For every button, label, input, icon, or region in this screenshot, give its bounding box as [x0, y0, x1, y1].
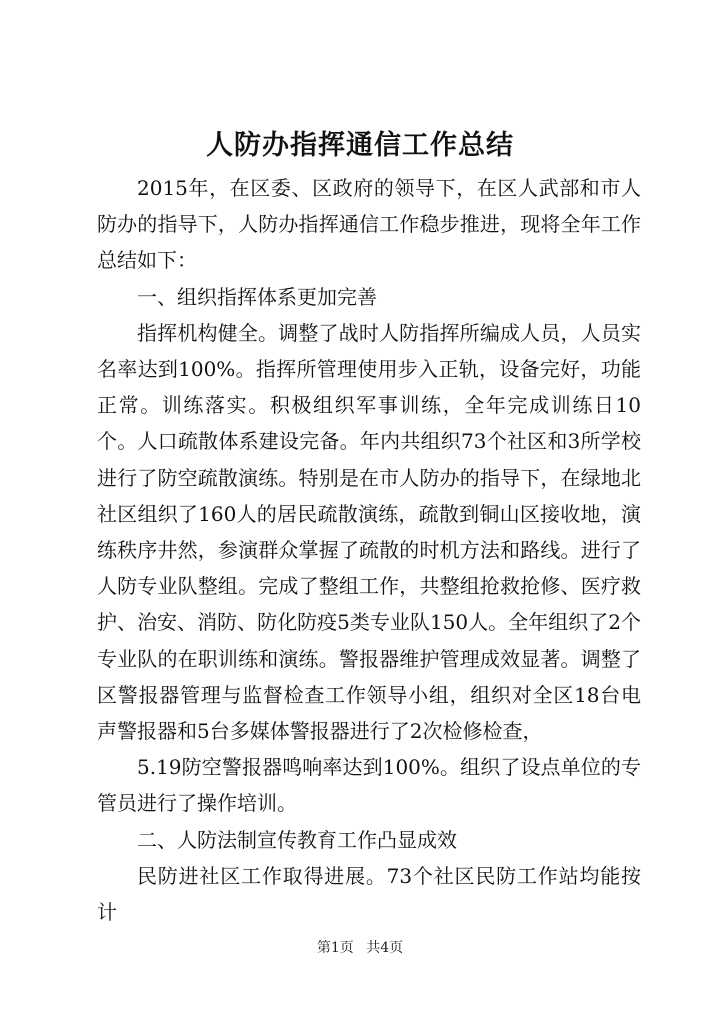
page-total: 共4页 — [366, 940, 404, 956]
section-heading-1: 一、组织指挥体系更加完善 — [137, 284, 377, 309]
section-heading-2: 二、人防法制宣传教育工作凸显成效 — [137, 827, 457, 852]
document-title: 人防办指挥通信工作总结 — [206, 130, 514, 161]
section-1-paragraph: 指挥机构健全。调整了战时人防指挥所编成人员，人员实名率达到100%。指挥所管理使用步入正轨，设备完好，功能正常。训练落实。积极组织军事训练，全年完成训练日10个。人口疏散体系建设完备。年内共组织73个社区和3所学校进行了防空疏散演练。特别是在市人防办的指导下，在绿地北社区组织了160人的居民疏散演练，疏散到铜山区接收地，演练秩序井然，参演群众掌握了疏散的时机方法和路线。进行了人防专业队整组。完成了整组工作，共整组抢救抢修、医疗救护、治安、消防、防化防疫5类专业队150人。全年组织了2个专业队的在职训练和演练。警报器维护管理成效显著。调整了区警报器管理与监督检查工作领导小组，组织对全区18台电声警报器和5台多媒体警报器进行了2次检修检查， — [97, 320, 641, 744]
document-body — [97, 170, 641, 930]
page-number: 第1页 — [316, 940, 354, 956]
alarm-paragraph: 5.19防空警报器鸣响率达到100%。组织了设点单位的专管员进行了操作培训。 — [97, 755, 641, 816]
intro-paragraph: 2015年，在区委、区政府的领导下，在区人武部和市人防办的指导下，人防办指挥通信工作稳步推进，现将全年工作总结如下： — [97, 176, 641, 273]
page-footer — [0, 938, 720, 958]
section-2-paragraph: 民防进社区工作取得进展。73个社区民防工作站均能按计 — [97, 863, 641, 925]
